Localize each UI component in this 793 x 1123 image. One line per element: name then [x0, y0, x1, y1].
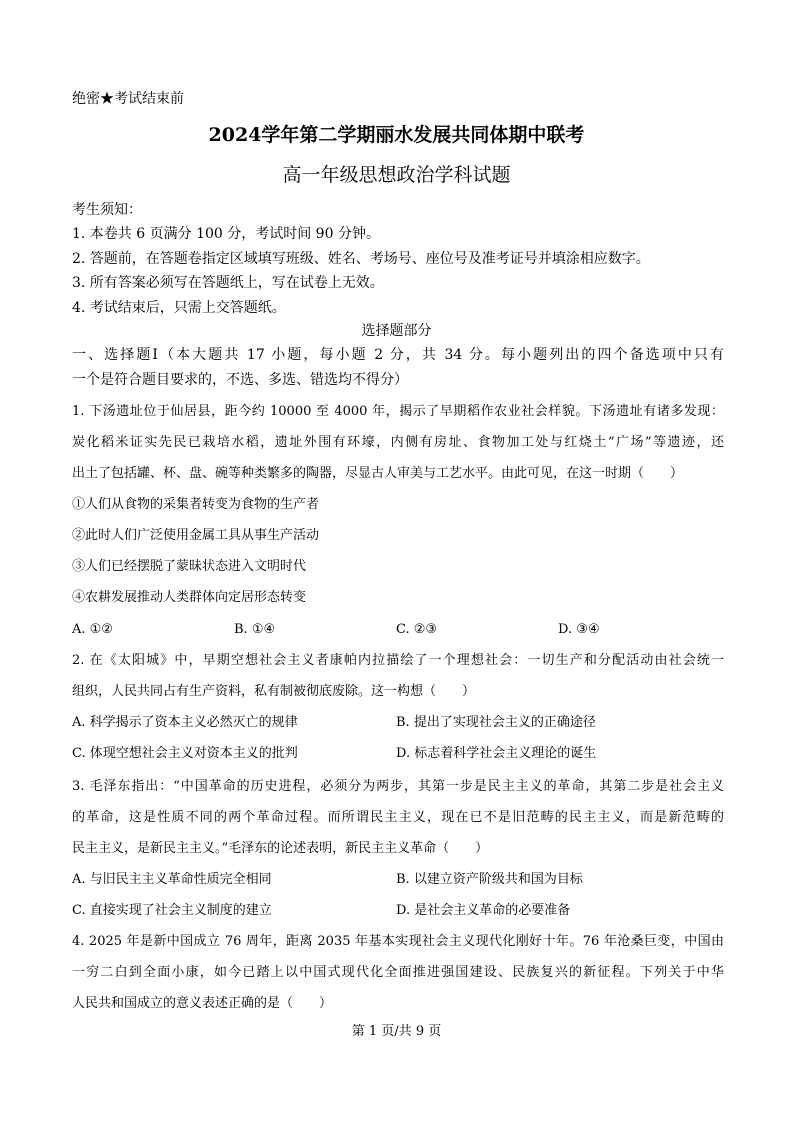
q3-stem-line-1: 3. 毛泽东指出：“中国革命的历史进程，必须分为两步，其第一步是民主主义的革命，其第二步是社会主义: [72, 779, 724, 794]
confidential-label: 绝密★考试结束前: [72, 91, 184, 107]
q2-option-c: C. 体现空想社会主义对资本主义的批判: [72, 746, 298, 761]
q1-option-d: D. ③④: [558, 622, 600, 637]
section-instruction-2: 一个是符合题目要求的，不选、多选、错选均不得分）: [72, 372, 408, 388]
q2-option-b: B. 提出了实现社会主义的正确途径: [396, 715, 596, 730]
q3-stem-line-3: 民主主义，是新民主主义。”毛泽东的论述表明，新民主主义革命（ ）: [72, 841, 489, 856]
q1-statement-1: ①人们从食物的采集者转变为食物的生产者: [72, 497, 320, 512]
section-title: 选择题部分: [361, 323, 432, 339]
q1-option-c: C. ②③: [396, 622, 438, 637]
q1-statement-3: ③人们已经摆脱了蒙昧状态进入文明时代: [72, 559, 307, 574]
q2-stem-line-2: 组织，人民共同占有生产资料，私有制被彻底废除。这一构想（ ）: [72, 684, 476, 699]
q1-statement-2: ②此时人们广泛使用金属工具从事生产活动: [72, 528, 320, 543]
q2-option-a: A. 科学揭示了资本主义必然灭亡的规律: [72, 715, 298, 730]
q1-stem-line-3: 出土了包括罐、杯、盘、碗等种类繁多的陶器，尽显古人审美与工艺水平。由此可见，在这一时期（ ）: [72, 466, 684, 481]
q3-option-c: C. 直接实现了社会主义制度的建立: [72, 903, 272, 918]
q1-option-b: B. ①④: [234, 622, 276, 637]
notes-heading: 考生须知：: [72, 202, 142, 218]
q3-option-a: A. 与旧民主主义革命性质完全相同: [72, 872, 272, 887]
q4-stem-line-3: 人民共和国成立的意义表述正确的是（ ）: [72, 996, 333, 1011]
notes-item-1: 1. 本卷共 6 页满分 100 分，考试时间 90 分钟。: [72, 226, 380, 242]
q1-statement-4: ④农耕发展推动人类群体向定居形态转变: [72, 590, 307, 605]
section-instruction-1: 一、选择题Ⅰ（本大题共 17 小题，每小题 2 分，共 34 分。每小题列出的四个备选项中只有: [72, 347, 724, 363]
q1-option-a: A. ①②: [72, 622, 113, 637]
q2-stem-line-1: 2. 在《太阳城》中，早期空想社会主义者康帕内拉描绘了一个理想社会：一切生产和分配活动由社会统一: [72, 653, 724, 668]
q2-option-d: D. 标志着科学社会主义理论的诞生: [396, 746, 597, 761]
notes-item-2: 2. 答题前，在答题卷指定区域填写班级、姓名、考场号、座位号及准考证号并填涂相应数字。: [72, 251, 650, 267]
q3-option-d: D. 是社会主义革命的必要准备: [396, 903, 571, 918]
q4-stem-line-2: 一穷二白到全面小康，如今已踏上以中国式现代化全面推进强国建设、民族复兴的新征程。下列关于中华: [72, 965, 724, 980]
notes-item-3: 3. 所有答案必须写在答题纸上，写在试卷上无效。: [72, 275, 384, 291]
q1-stem-line-2: 炭化稻米证实先民已栽培水稻，遗址外围有环壕，内侧有房址、食物加工处与红烧土“广场”等遗迹，还: [72, 435, 724, 450]
q3-option-b: B. 以建立资产阶级共和国为目标: [396, 872, 583, 887]
notes-item-4: 4. 考试结束后，只需上交答题纸。: [72, 300, 286, 316]
exam-subtitle: 高一年级思想政治学科试题: [282, 164, 511, 186]
q4-stem-line-1: 4. 2025 年是新中国成立 76 周年，距离 2035 年基本实现社会主义现代化刚好十年。76 年沧桑巨变，中国由: [72, 934, 724, 949]
q3-stem-line-2: 的革命，这是性质不同的两个革命过程。而所谓民主主义，现在已不是旧范畴的民主主义，而是新范畴的: [72, 810, 724, 825]
exam-title: 2024学年第二学期丽水发展共同体期中联考: [208, 124, 585, 146]
page-footer: 第 1 页/共 9 页: [351, 1024, 442, 1039]
q1-stem-line-1: 1. 下汤遗址位于仙居县，距今约 10000 至 4000 年，揭示了早期稻作农业社会样貌。下汤遗址有诸多发现：: [72, 404, 724, 419]
